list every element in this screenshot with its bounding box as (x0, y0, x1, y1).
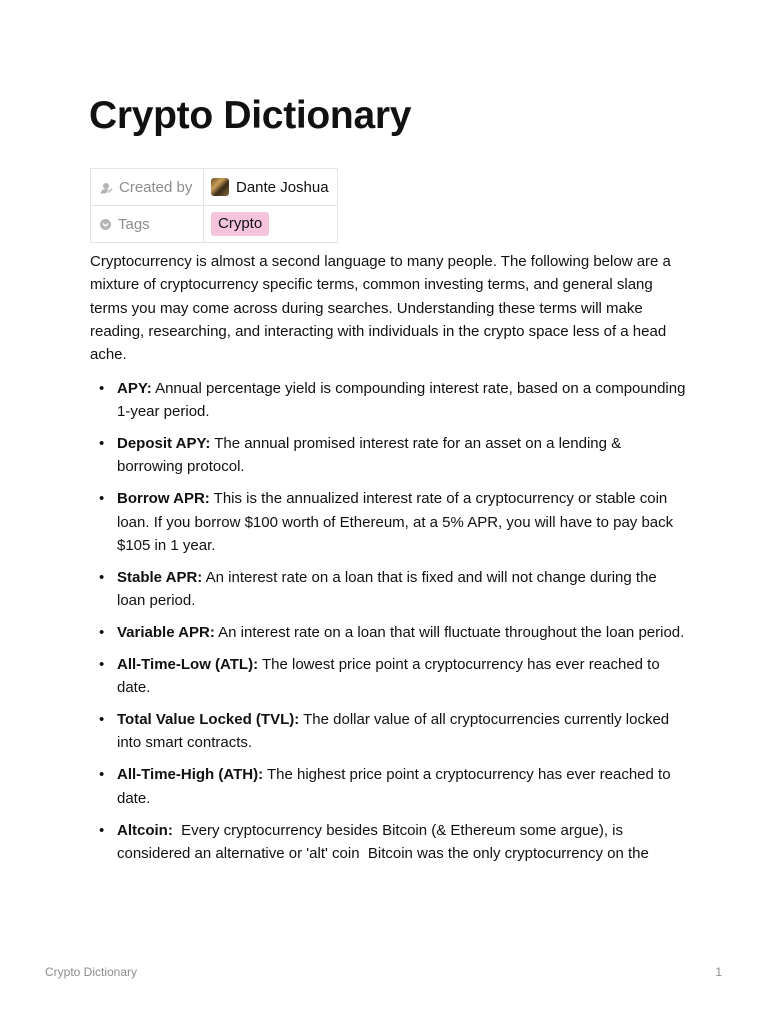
term-definition: The lowest price point a cryptocurrency has ever reached to date. (117, 655, 660, 697)
bullet-icon: • (99, 490, 105, 508)
list-item (90, 708, 688, 755)
term-name: Borrow APR: (117, 490, 210, 508)
list-item (90, 432, 688, 479)
term-definition: An interest rate on a loan that will fluctuate throughout the loan period. (214, 624, 685, 642)
bullet-icon: • (99, 711, 105, 729)
creator-name: Dante Joshua (236, 178, 329, 196)
term-name: Deposit APY: (117, 435, 211, 453)
list-item (90, 621, 688, 644)
term-definition: An interest rate on a loan that is fixed and will not change during the loan period. (117, 568, 657, 610)
list-item (90, 487, 688, 557)
property-value-created-by[interactable] (204, 169, 338, 206)
terms-list (90, 377, 688, 874)
footer-title: Crypto Dictionary (45, 965, 138, 979)
term-definition: Every cryptocurrency besides Bitcoin (& Ethereum some argue), is considered an alternative or 'alt' coin Bitcoin was the only cryptocurrency on the (117, 821, 649, 862)
bullet-icon: • (99, 624, 105, 642)
term-name: Variable APR: (117, 624, 215, 642)
list-item (90, 819, 688, 866)
bullet-icon: • (99, 435, 105, 453)
term-name: Total Value Locked (TVL): (117, 711, 300, 729)
term-name: All-Time-Low (ATL): (117, 655, 259, 673)
property-row-tags (91, 206, 338, 243)
property-row-created-by (91, 169, 338, 206)
term-name: Stable APR: (117, 568, 203, 586)
person-icon (99, 180, 113, 194)
property-value-tags[interactable] (204, 206, 338, 243)
list-item (90, 763, 688, 810)
tag-badge[interactable]: Crypto (211, 212, 269, 236)
property-key-label: Created by (119, 178, 193, 196)
list-item (90, 566, 688, 613)
list-item (90, 653, 688, 700)
property-key-tags (91, 206, 204, 243)
term-definition: The annual promised interest rate for an asset on a lending & borrowing protocol. (117, 435, 622, 476)
bullet-icon: • (99, 766, 105, 784)
avatar (211, 178, 229, 196)
term-definition: The highest price point a cryptocurrency has ever reached to date. (117, 766, 671, 807)
bullet-icon: • (99, 655, 105, 673)
page-number: 1 (715, 965, 722, 979)
term-name: Altcoin: (117, 821, 173, 839)
page-title: Crypto Dictionary (89, 94, 412, 137)
properties-table (90, 168, 338, 243)
list-item (90, 377, 688, 424)
bullet-icon: • (99, 821, 105, 839)
bullet-icon: • (99, 380, 105, 397)
bullet-icon: • (99, 568, 105, 586)
term-definition: This is the annualized interest rate of a cryptocurrency or stable coin loan. If you borrow $100 worth of Ethereum, at a 5% APR, you will have to pay back $105 in 1 year. (117, 490, 674, 554)
tag-circle-icon (99, 218, 112, 231)
property-key-label: Tags (118, 215, 150, 233)
property-key-created-by (91, 169, 204, 206)
intro-paragraph: Cryptocurrency is almost a second language to many people. The following below are a mixture of cryptocurrency specific terms, common investing terms, and general slang terms you may come across during searches. Understanding these terms will make reading, researching, and interacting with individuals in the crypto space less of a head ache. (90, 253, 671, 364)
term-definition: The dollar value of all cryptocurrencies currently locked into smart contracts. (117, 711, 670, 752)
term-name: APY: (117, 380, 152, 397)
term-name: All-Time-High (ATH): (117, 766, 264, 784)
term-definition: Annual percentage yield is compounding interest rate, based on a compounding 1-year period. (117, 380, 686, 421)
